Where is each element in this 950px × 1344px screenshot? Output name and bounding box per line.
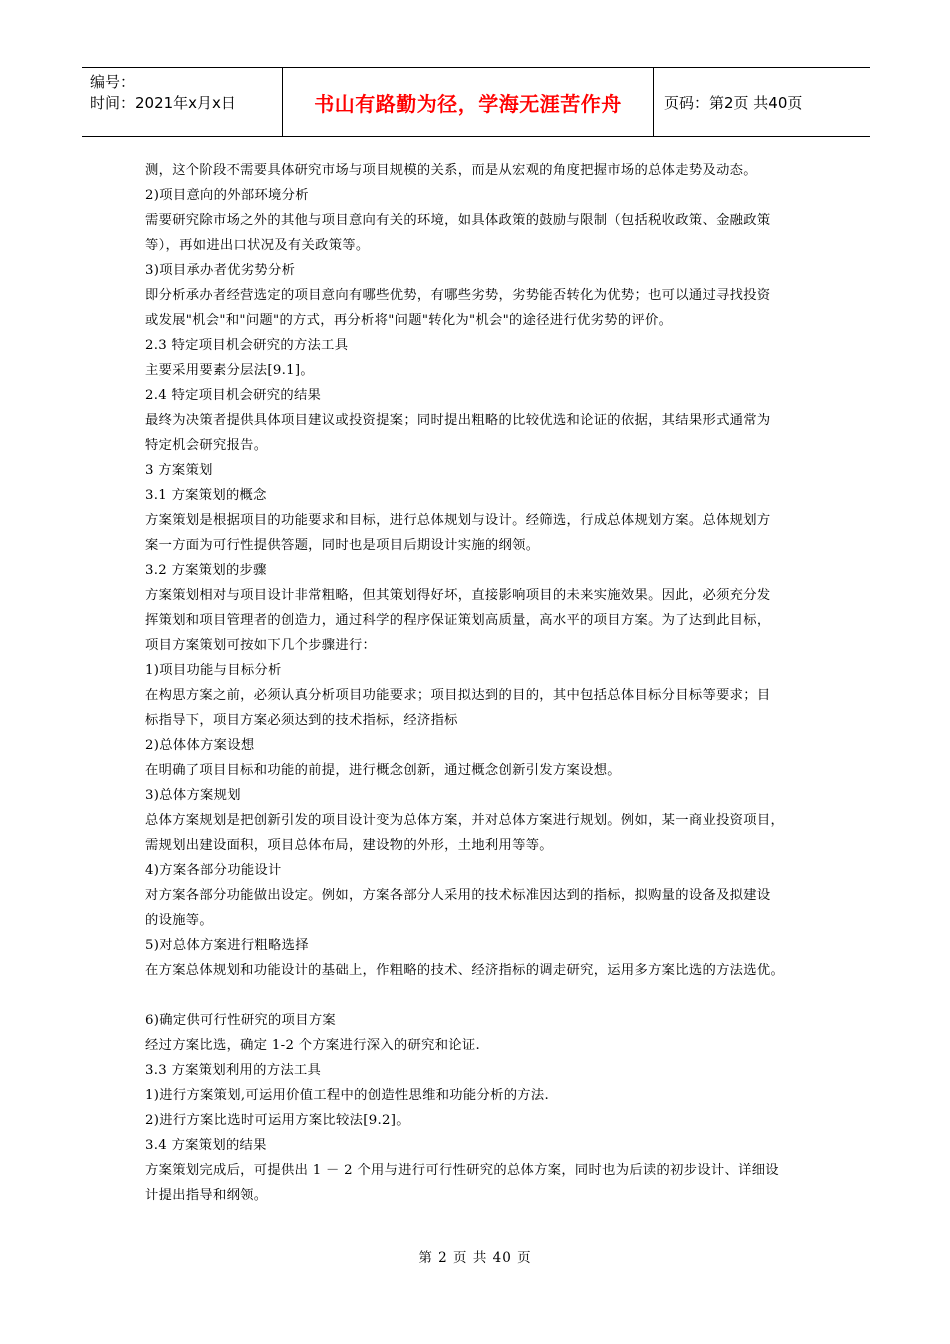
text-line: 3)项目承办者优劣势分析 [145,263,296,278]
text-line: 在明确了项目目标和功能的前提，进行概念创新，通过概念创新引发方案设想。 [145,763,621,778]
text-line: 3)总体方案规划 [145,788,241,803]
document-body [145,158,815,1208]
text-line: 在方案总体规划和功能设计的基础上，作粗略的技术、经济指标的调走研究，运用多方案比选的方法选优。 [145,963,785,978]
text-line: 项目方案策划可按如下几个步骤进行： [145,638,377,653]
text-line: 方案策划完成后，可提供出 1 － 2 个用与进行可行性研究的总体方案，同时也为后读的初步设计、详细设 [145,1163,779,1178]
text-line: 或发展"机会"和"问题"的方式，再分析将"问题"转化为"机会"的途径进行优劣势的评价。 [145,313,673,328]
document-number-label: 编号： [90,73,136,91]
text-line: 1)项目功能与目标分析 [145,663,282,678]
text-line: 需要研究除市场之外的其他与项目意向有关的环境，如具体政策的鼓励与限制（包括税收政策、金融政策 [145,213,771,228]
text-line: 的设施等。 [145,913,213,928]
text-line: 最终为决策者提供具体项目建议或投资提案；同时提出粗略的比较优选和论证的依据，其结果形式通常为 [145,413,771,428]
text-line: 标指导下，项目方案必须达到的技术指标，经济指标 [145,713,458,728]
text-line [145,983,815,1008]
text-line: 2.4 特定项目机会研究的结果 [145,388,322,403]
header-motto: 书山有路勤为径，学海无涯苦作舟 [282,68,654,136]
text-line: 即分析承办者经营选定的项目意向有哪些优势，有哪些劣势，劣势能否转化为优势；也可以通过寻找投资 [145,288,771,303]
text-line: 挥策划和项目管理者的创造力，通过科学的程序保证策划高质量，高水平的项目方案。为了达到此目标， [145,613,771,628]
text-line: 3.4 方案策划的结果 [145,1138,267,1153]
page-header [82,67,870,137]
page-footer: 第 2 页 共 40 页 [418,1250,532,1266]
text-line: 5)对总体方案进行粗略选择 [145,938,309,953]
text-line: 1)进行方案策划,可运用价值工程中的创造性思维和功能分析的方法. [145,1088,550,1103]
header-page-info: 页码：第2页 共40页 [664,93,803,112]
text-line: 2)项目意向的外部环境分析 [145,188,309,203]
text-line: 特定机会研究报告。 [145,438,268,453]
text-line: 方案策划是根据项目的功能要求和目标，进行总体规划与设计。经筛选，行成总体规划方案。总体规划方 [145,513,771,528]
text-line: 2.3 特定项目机会研究的方法工具 [145,338,349,353]
text-line: 在构思方案之前，必须认真分析项目功能要求；项目拟达到的目的，其中包括总体目标分目标等要求；目 [145,688,771,703]
document-date: 时间：2021年x月x日 [90,94,236,112]
text-line: 2)总体体方案设想 [145,738,255,753]
text-line: 2)进行方案比选时可运用方案比较法[9.2]。 [145,1113,410,1128]
text-line: 3.2 方案策划的步骤 [145,563,267,578]
text-line: 经过方案比选，确定 1-2 个方案进行深入的研究和论证. [145,1038,481,1053]
text-line: 计提出指导和纲领。 [145,1188,268,1203]
text-line: 方案策划相对与项目设计非常粗略，但其策划得好坏，直接影响项目的未来实施效果。因此，必须充分发 [145,588,771,603]
text-line: 主要采用要素分层法[9.1]。 [145,363,314,378]
header-meta [82,68,282,136]
text-line: 6)确定供可行性研究的项目方案 [145,1013,337,1028]
text-line: 案一方面为可行性提供答题，同时也是项目后期设计实施的纲领。 [145,538,540,553]
text-line: 3.1 方案策划的概念 [145,488,267,503]
text-line: 3 方案策划 [145,463,213,478]
text-line: 需规划出建设面积，项目总体布局，建设物的外形，土地利用等等。 [145,838,553,853]
text-line: 等），再如进出口状况及有关政策等。 [145,238,370,253]
text-line: 对方案各部分功能做出设定。例如，方案各部分人采用的技术标准因达到的指标，拟购量的设备及拟建设 [145,888,771,903]
text-line: 测，这个阶段不需要具体研究市场与项目规模的关系，而是从宏观的角度把握市场的总体走势及动态。 [145,163,757,178]
text-line: 4)方案各部分功能设计 [145,863,282,878]
text-line: 总体方案规划是把创新引发的项目设计变为总体方案，并对总体方案进行规划。例如，某一商业投资项目， [145,813,785,828]
text-line: 3.3 方案策划利用的方法工具 [145,1063,322,1078]
